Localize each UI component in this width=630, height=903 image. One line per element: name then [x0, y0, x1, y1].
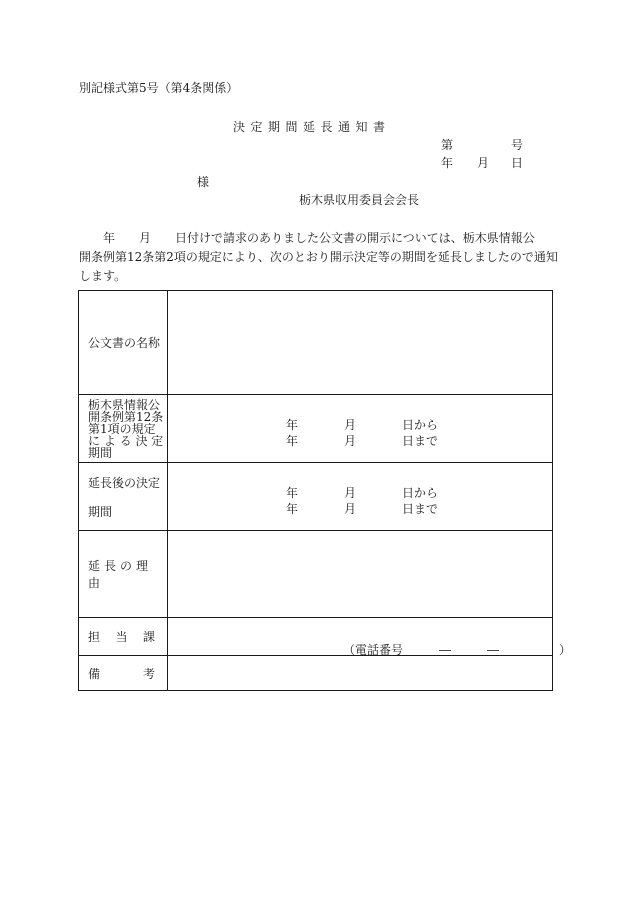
document-number-prefix: 第 [441, 138, 454, 152]
original-period-label: 栃木県情報公 開条例第12条 第1項の規定 に よ る 決 定 期間 [79, 395, 168, 463]
notice-body-line: 開条例第12条第2項の規定により、次のとおり開示決定等の期間を延長しましたので通知 [79, 250, 558, 264]
remarks-field[interactable] [168, 656, 553, 691]
issue-date-day: 日 [511, 156, 524, 170]
extension-reason-label: 延長の理由 [79, 531, 168, 618]
notice-form-table [78, 290, 572, 691]
notice-body-line: します。 [79, 269, 127, 283]
table-row [79, 291, 553, 395]
table-row [79, 656, 553, 691]
extended-period-label: 延長後の決定 期間 [79, 463, 168, 531]
remarks-label: 備 考 [79, 656, 168, 691]
department-label: 担 当 課 [79, 618, 168, 656]
table-row [79, 463, 553, 531]
document-name-field[interactable] [168, 291, 553, 395]
document-name-label: 公文書の名称 [79, 291, 168, 395]
addressee-suffix: 様 [197, 175, 210, 189]
issue-date-month: 月 [477, 156, 490, 170]
table-row [79, 531, 553, 618]
table-row [79, 395, 553, 463]
sender-name: 栃木県収用委員会会長 [299, 193, 420, 207]
table-row [79, 618, 553, 656]
notice-body [79, 229, 558, 286]
extended-period-field[interactable]: 年 月 日から 年 月 日まで [168, 463, 553, 531]
original-period-field[interactable]: 年 月 日から 年 月 日まで [168, 395, 553, 463]
form-number-label: 別記様式第5号（第4条関係） [79, 81, 239, 95]
department-field[interactable] [168, 618, 572, 657]
document-title: 決定期間延長通知書 [233, 120, 391, 134]
extension-reason-field[interactable] [168, 531, 553, 618]
document-number-suffix: 号 [511, 138, 524, 152]
notice-body-line: 年 月 日付けで請求のありました公文書の開示については、栃木県情報公 [79, 231, 535, 245]
phone-number-field: （電話番号 ― ― ） [343, 643, 572, 657]
issue-date-year: 年 [441, 156, 454, 170]
